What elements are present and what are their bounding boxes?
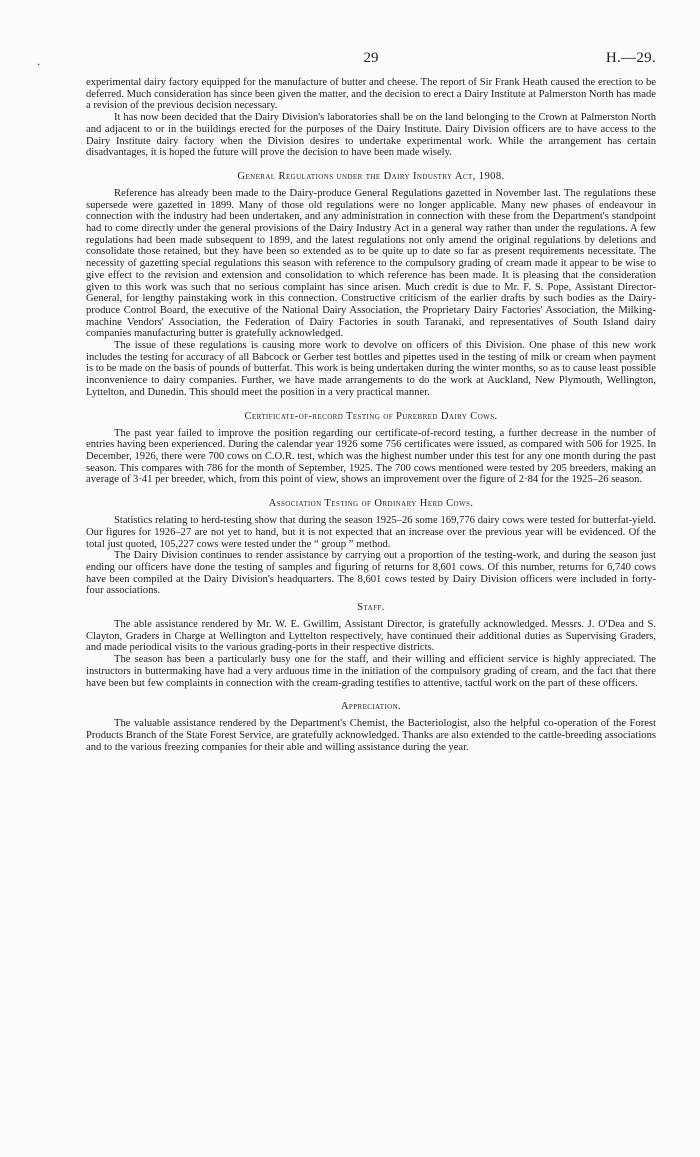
paragraph-appreciation: The valuable assistance rendered by the Department's Chemist, the Bacteriologist, also the helpful co-operation of the Forest Products Branch of the State Forest Service, are gratefully acknowledged. Thanks are also extended to the cattle-breeding associations and to the various freezing companies for their able and willing assistance during the year.: [86, 718, 656, 753]
heading-certificate-of-record: Certificate-of-record Testing of Purebred Dairy Cows.: [244, 410, 498, 422]
heading-appreciation: Appreciation.: [340, 701, 402, 713]
paragraph-staff-assistance: The able assistance rendered by Mr. W. E. Gwillim, Assistant Director, is gratefully acknowledged. Messrs. J. O'Dea and S. Clayton, Graders in Charge at Wellington and Lyttelton respectively, have continued their additional duties as Supervising Graders, and made periodical visits to the various grading-ports in their respective districts.: [86, 619, 656, 654]
heading-association-testing: Association Testing of Ordinary Herd Cows.: [268, 498, 474, 510]
page-number: 29: [363, 50, 379, 66]
paragraph-regulations-reference: Reference has already been made to the Dairy-produce General Regulations gazetted in November last. The regulations these supersede were gazetted in 1899. Many of those old regulations were no longer applicable. Many new phases of endeavour in connection with the industry had been undertaken, and any administration in connection with these from the Department's standpoint had to come directly under the general provisions of the Dairy Industry Act in a general way rather than under the regulations. A few regulations had been made subsequent to 1899, and the latest regulations not only amend the original regulations by deletions and consolidate those retained, but they have been so extended as to be quite up to date so far as present requirements necessitate. The necessity of gazetting special regulations this season with reference to the compulsory grading of cream made it appear to be wise to give effect to the revision and extension and consolidation to which reference has been made. It is pleasing that the consideration given to this work was such that no serious complaint has since arisen. Much credit is due to Mr. F. S. Pope, Assistant Director-General, for lengthy painstaking work in this connection. Constructive criticism of the earlier drafts by such bodies as the Dairy-produce Control Board, the executive of the National Dairy Association, the Proprietary Dairy Factories' Association, the Milking-machine Vendors' Association, the Federation of Dairy Factories in south Taranaki, and representatives of South Island dairy companies manufacturing butter is gratefully acknowledged.: [86, 187, 656, 340]
paragraph-regulations-issue: The issue of these regulations is causing more work to devolve on officers of this Division. One phase of this new work includes the testing for accuracy of all Babcock or Gerber test bottles and pipettes used in the testing of milk or cream when payment is to be made on the basis of pounds of butterfat. This work is being undertaken during the winter months, so as to cause least possible inconvenience to dairy companies. Further, we have made arrangements to do the work at Auckland, New Plymouth, Wellington, Lyttelton, and Dunedin. This should meet the position in a very practical manner.: [86, 340, 656, 398]
paragraph-laboratories: It has now been decided that the Dairy Division's laboratories shall be on the land belonging to the Crown at Palmerston North and adjacent to or in the buildings erected for the purposes of the Dairy Institute. Dairy Division officers are to have access to the Dairy Institute dairy factory when the Division desires to undertake experimental work. While the arrangement has certain disadvantages, it is hoped the future will prove the decision to have been made wisely.: [86, 112, 656, 159]
paragraph-cor-testing: The past year failed to improve the position regarding our certificate-of-record testing, a further decrease in the number of entries having been experienced. During the calendar year 1926 some 756 certificates were issued, as compared with 506 for 1925. In December, 1926, there were 700 cows on C.O.R. test, which was the highest number under this test for any one month during the past season. This compares with 786 for the month of September, 1925. The 700 cows mentioned were tested by 205 breeders, making an average of 3·41 per breeder, which, from this point of view, shows an improvement over the figure of 2·84 for the 1925–26 season.: [86, 427, 656, 486]
document-reference: H.—29.: [605, 50, 656, 66]
margin-mark: ·: [37, 60, 41, 71]
paragraph-division-assistance: The Dairy Division continues to render assistance by carrying out a proportion of the testing-work, and during the season just ending our officers have done the testing of samples and figuring of returns for 8,601 cows. Of this number, returns for 6,740 cows have been compiled at the Dairy Division's headquarters. The 8,601 cows tested by Dairy Division officers were included in forty-four associations.: [86, 550, 656, 597]
page-header: [86, 50, 656, 70]
heading-staff: Staff.: [357, 602, 385, 614]
heading-general-regulations: General Regulations under the Dairy Industry Act, 1908.: [237, 170, 505, 182]
paragraph-herd-statistics: Statistics relating to herd-testing show that during the season 1925–26 some 169,776 dairy cows were tested for butterfat-yield. Our figures for 1926–27 are not yet to hand, but it is not expected that an increase over the previous year will be evidenced. Of the total just quoted, 105,227 cows were tested under the “ group ” method.: [86, 515, 656, 550]
paragraph-continuation: experimental dairy factory equipped for the manufacture of butter and cheese. The report of Sir Frank Heath caused the erection to be deferred. Much consideration has since been given the matter, and the decision to erect a Dairy Institute at Palmerston North has made a revision of the previous decision necessary.: [86, 77, 656, 112]
paragraph-staff-season: The season has been a particularly busy one for the staff, and their willing and efficient service is highly appreciated. The instructors in buttermaking have had a very arduous time in the initiation of the compulsory grading of cream, and the fact that there have been but few complaints in connection with the cream-grading testifies to attentive, tactful work on the part of these officers.: [86, 654, 656, 689]
page-body: [86, 77, 656, 753]
